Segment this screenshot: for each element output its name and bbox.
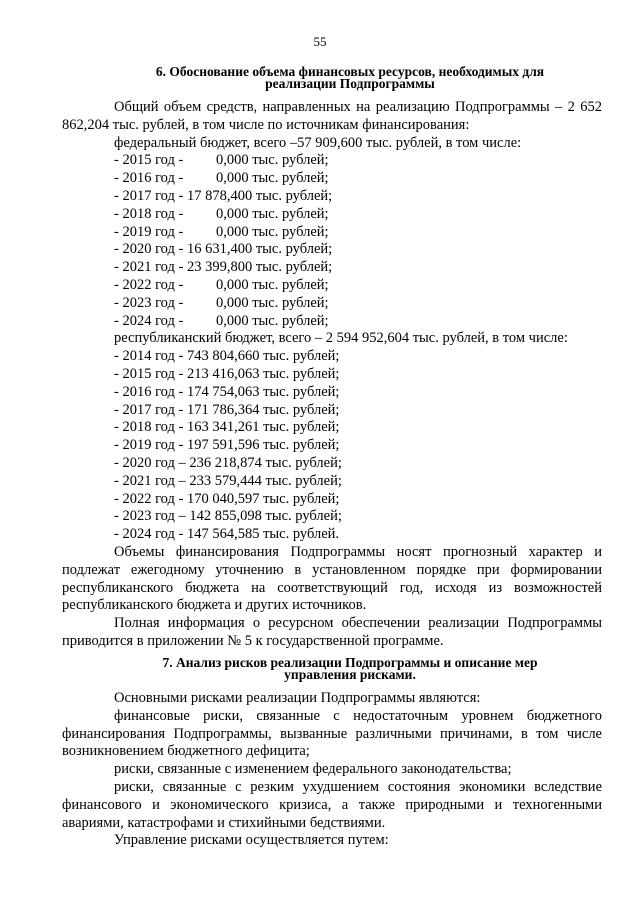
risk-management-paragraph: Управление рисками осуществляется путем: [114, 832, 389, 849]
republic-budget-item: - 2016 год - 174 754,063 тыс. рублей; [114, 383, 340, 400]
section-7-body [62, 690, 602, 850]
republic-budget-item: - 2017 год - 171 786,364 тыс. рублей; [114, 401, 340, 418]
federal-budget-title: федеральный бюджет, всего –57 909,600 тыс. рублей, в том числе: [114, 134, 522, 151]
forecast-paragraph: Объемы финансирования Подпрограммы носят прогнозный характер и подлежат ежегодному уточнению в установленном порядке при формировании республиканского бюджета на соответствующий год, исходя из возможностей республиканского бюджета и других источников. [62, 543, 602, 614]
republic-budget-item: - 2015 год - 213 416,063 тыс. рублей; [114, 365, 340, 382]
section-6-heading-line-2: реализации Подпрограммы [265, 76, 435, 91]
federal-budget-item: - 2020 год - 16 631,400 тыс. рублей; [114, 241, 333, 258]
republic-budget-item: - 2018 год - 163 341,261 тыс. рублей; [114, 419, 340, 436]
federal-budget-item: - 2017 год - 17 878,400 тыс. рублей; [114, 187, 333, 204]
republic-budget-item: - 2019 год - 197 591,596 тыс. рублей; [114, 437, 340, 454]
federal-budget-item: - 2021 год - 23 399,800 тыс. рублей; [114, 259, 333, 276]
page-number: 55 [313, 34, 327, 49]
federal-budget-item: - 2019 год - 0,000 тыс. рублей; [114, 223, 329, 240]
federal-budget-item: - 2016 год - 0,000 тыс. рублей; [114, 170, 329, 187]
republic-budget-item: - 2022 год - 170 040,597 тыс. рублей; [114, 490, 340, 507]
section-7-heading-line-1: 7. Анализ рисков реализации Подпрограммы и описание мер [162, 655, 538, 670]
federal-budget-item: - 2022 год - 0,000 тыс. рублей; [114, 276, 329, 293]
section-6-body [62, 99, 602, 651]
funding-intro-paragraph: Общий объем средств, направленных на реализацию Подпрограммы – 2 652 862,204 тыс. рублей, в том числе по источникам финансирования: [62, 99, 602, 133]
republic-budget-item: - 2023 год – 142 855,098 тыс. рублей; [114, 508, 342, 525]
republic-budget-item: - 2020 год – 236 218,874 тыс. рублей; [114, 454, 342, 471]
republic-budget-list [62, 348, 602, 544]
section-7-heading-line-2: управления рисками. [284, 667, 416, 682]
republic-budget-title: республиканский бюджет, всего – 2 594 952,604 тыс. рублей, в том числе: [114, 330, 568, 347]
section-6-heading [100, 66, 600, 90]
full-info-paragraph: Полная информация о ресурсном обеспечении реализации Подпрограммы приводится в приложении № 5 к государственной программе. [62, 615, 602, 649]
federal-budget-item: - 2018 год - 0,000 тыс. рублей; [114, 205, 329, 222]
section-7-heading [100, 657, 600, 681]
section-6-heading-line-1: 6. Обоснование объема финансовых ресурсов, необходимых для [155, 64, 545, 79]
federal-budget-list [62, 152, 602, 330]
republic-budget-item: - 2014 год - 743 804,660 тыс. рублей; [114, 348, 340, 365]
republic-budget-item: - 2024 год - 147 564,585 тыс. рублей. [114, 526, 340, 543]
risk-paragraph: финансовые риски, связанные с недостаточным уровнем бюджетного финансирования Подпрограммы, вызванные различными причинами, в том числе возникновением бюджетного дефицита; [62, 707, 602, 760]
federal-budget-item: - 2024 год - 0,000 тыс. рублей; [114, 312, 329, 329]
republic-budget-item: - 2021 год – 233 579,444 тыс. рублей; [114, 472, 342, 489]
risk-paragraph: риски, связанные с резким ухудшением состояния экономики вследствие финансового и экономического кризиса, а также природными и техногенными авариями, катастрофами и стихийными бедствиями. [62, 778, 602, 831]
risks-intro-paragraph: Основными рисками реализации Подпрограммы являются: [114, 690, 481, 706]
risk-paragraph: риски, связанные с изменением федерального законодательства; [114, 761, 512, 778]
federal-budget-item: - 2023 год - 0,000 тыс. рублей; [114, 294, 329, 311]
federal-budget-item: - 2015 год - 0,000 тыс. рублей; [114, 152, 329, 169]
